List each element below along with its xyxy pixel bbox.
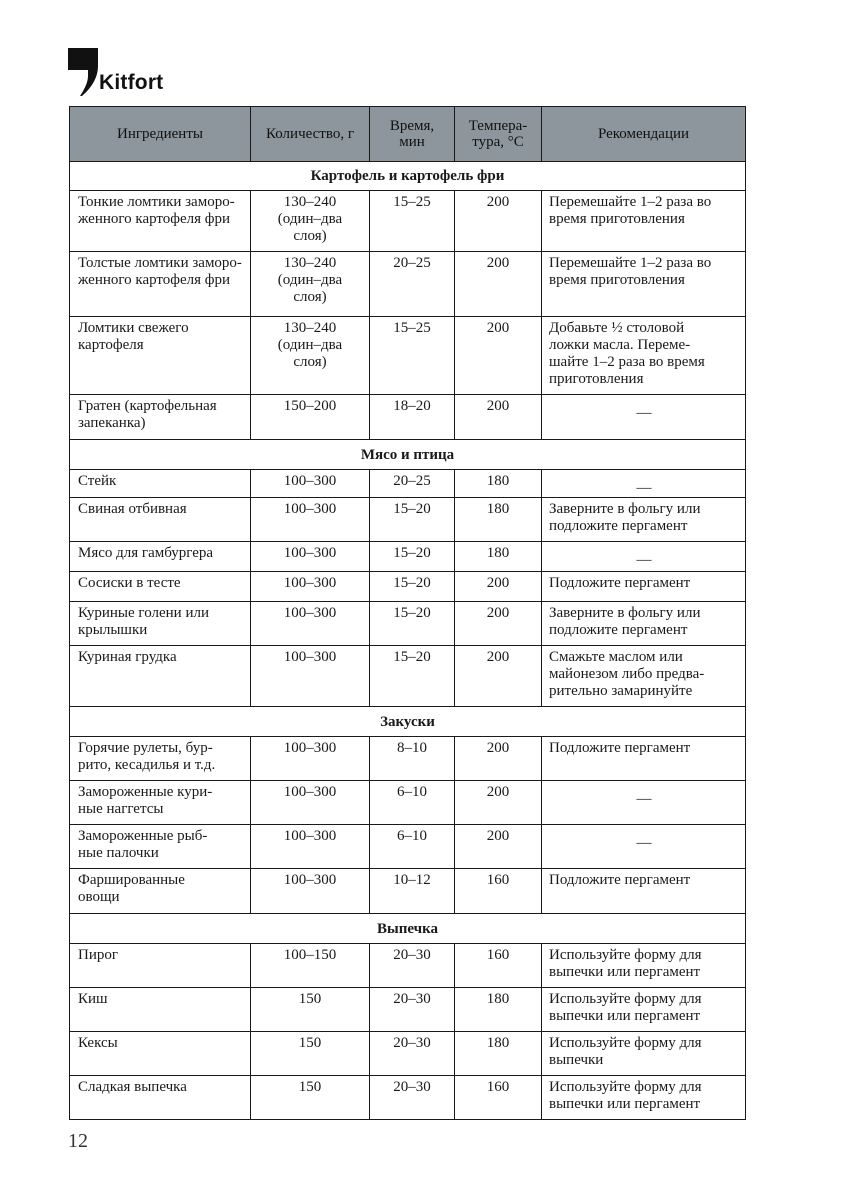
cell-amount-text: 130–240 (один–два слоя) xyxy=(277,255,343,305)
cell-ingredient-text: Киш xyxy=(78,991,108,1007)
cell-recommendation xyxy=(542,572,746,602)
cell-recommendation xyxy=(542,602,746,646)
cell-recommendation xyxy=(542,825,746,869)
cell-temperature-text: 200 xyxy=(486,784,510,800)
cell-time-text: 8–10 xyxy=(397,740,427,756)
cell-ingredient-text: Свиная отбивная xyxy=(78,501,187,517)
cell-time xyxy=(370,781,455,825)
cell-ingredient xyxy=(70,944,251,988)
cell-recommendation-text: Подложите пергамент xyxy=(549,872,691,888)
cell-time xyxy=(370,825,455,869)
cell-time xyxy=(370,470,455,498)
cell-temperature xyxy=(455,988,542,1032)
cell-amount-text: 100–300 xyxy=(283,740,337,756)
cell-recommendation xyxy=(542,1076,746,1120)
header-recommendations: Рекомендации xyxy=(542,107,746,162)
section-title: Выпечка xyxy=(70,914,746,944)
header-amount: Количество, г xyxy=(251,107,370,162)
cell-temperature-text: 180 xyxy=(486,1035,510,1051)
cell-temperature xyxy=(455,1032,542,1076)
cell-ingredient xyxy=(70,781,251,825)
cell-temperature xyxy=(455,572,542,602)
table-row xyxy=(70,646,746,707)
cell-ingredient xyxy=(70,737,251,781)
table-row xyxy=(70,988,746,1032)
cell-amount xyxy=(251,1032,370,1076)
cell-recommendation xyxy=(542,317,746,395)
cell-amount-text: 100–300 xyxy=(283,872,337,888)
cell-amount xyxy=(251,470,370,498)
cell-ingredient-text: Толстые ломтики заморо- женного картофеля фри xyxy=(78,255,242,288)
table-row xyxy=(70,191,746,252)
cell-time xyxy=(370,191,455,252)
cell-time xyxy=(370,988,455,1032)
cell-ingredient xyxy=(70,252,251,317)
cell-time xyxy=(370,944,455,988)
cell-amount xyxy=(251,542,370,572)
table-header-row xyxy=(70,107,746,162)
cell-amount xyxy=(251,602,370,646)
cell-time-text: 15–20 xyxy=(393,575,431,591)
page-number: 12 xyxy=(68,1130,88,1152)
cell-temperature xyxy=(455,781,542,825)
cell-ingredient xyxy=(70,498,251,542)
cell-ingredient-text: Замороженные рыб- ные палочки xyxy=(78,828,208,861)
cell-ingredient xyxy=(70,869,251,914)
cell-temperature xyxy=(455,825,542,869)
cell-temperature xyxy=(455,252,542,317)
table-row xyxy=(70,395,746,440)
cell-amount xyxy=(251,737,370,781)
cell-ingredient xyxy=(70,470,251,498)
cell-ingredient-text: Куриные голени или крылышки xyxy=(78,605,209,638)
cell-amount xyxy=(251,317,370,395)
cell-temperature-text: 200 xyxy=(486,828,510,844)
kitfort-logo-icon xyxy=(68,48,98,96)
cell-time-text: 15–20 xyxy=(393,501,431,517)
cell-amount-text: 100–300 xyxy=(283,649,337,665)
table-row xyxy=(70,1032,746,1076)
cell-time-text: 15–20 xyxy=(393,605,431,621)
cell-time xyxy=(370,869,455,914)
cell-recommendation-text: — xyxy=(636,405,652,421)
cell-amount-text: 150 xyxy=(298,1035,322,1051)
section-title: Закуски xyxy=(70,707,746,737)
cell-temperature-text: 200 xyxy=(486,605,510,621)
cell-amount-text: 130–240 (один–два слоя) xyxy=(277,194,343,244)
cell-temperature-text: 160 xyxy=(486,947,510,963)
header-temperature: Темпера- тура, °С xyxy=(455,107,542,162)
cell-recommendation-text: Добавьте ½ столовой ложки масла. Переме- шайте 1–2 раза во время приготовления xyxy=(549,320,705,387)
cell-temperature xyxy=(455,317,542,395)
cell-time xyxy=(370,542,455,572)
cell-amount xyxy=(251,988,370,1032)
cell-recommendation xyxy=(542,191,746,252)
cell-ingredient xyxy=(70,191,251,252)
cell-ingredient xyxy=(70,988,251,1032)
cell-temperature xyxy=(455,737,542,781)
cell-time xyxy=(370,602,455,646)
cell-recommendation-text: Используйте форму для выпечки или пергамент xyxy=(549,947,702,980)
cell-ingredient xyxy=(70,602,251,646)
cell-amount-text: 100–300 xyxy=(283,605,337,621)
table-row xyxy=(70,737,746,781)
cell-temperature-text: 200 xyxy=(486,320,510,336)
cell-ingredient-text: Стейк xyxy=(78,473,117,489)
cell-time xyxy=(370,252,455,317)
section-title: Картофель и картофель фри xyxy=(70,162,746,191)
table-row xyxy=(70,944,746,988)
cell-recommendation xyxy=(542,395,746,440)
cell-time-text: 20–30 xyxy=(393,1079,431,1095)
cell-ingredient-text: Кексы xyxy=(78,1035,118,1051)
cell-amount-text: 150 xyxy=(298,1079,322,1095)
header-ingredients: Ингредиенты xyxy=(70,107,251,162)
cell-time-text: 18–20 xyxy=(393,398,431,414)
cell-amount xyxy=(251,395,370,440)
section-row xyxy=(70,162,746,191)
brand-name: Kitfort xyxy=(99,71,164,94)
cell-recommendation xyxy=(542,869,746,914)
cell-amount-text: 100–300 xyxy=(283,575,337,591)
table-row xyxy=(70,1076,746,1120)
brand-logo xyxy=(68,46,163,96)
cell-ingredient xyxy=(70,1032,251,1076)
cell-time xyxy=(370,737,455,781)
cell-time-text: 15–25 xyxy=(393,320,431,336)
cell-time xyxy=(370,1076,455,1120)
cell-temperature xyxy=(455,944,542,988)
cell-temperature xyxy=(455,869,542,914)
cell-temperature xyxy=(455,470,542,498)
cell-ingredient-text: Гратен (картофельная запеканка) xyxy=(78,398,217,431)
cell-ingredient-text: Пирог xyxy=(78,947,119,963)
cell-time-text: 20–25 xyxy=(393,255,431,271)
cell-amount xyxy=(251,252,370,317)
cell-recommendation-text: — xyxy=(636,480,652,496)
cell-ingredient-text: Куриная грудка xyxy=(78,649,177,665)
cell-recommendation xyxy=(542,737,746,781)
cell-temperature xyxy=(455,602,542,646)
cell-time xyxy=(370,395,455,440)
cell-ingredient-text: Сосиски в тесте xyxy=(78,575,181,591)
cell-ingredient xyxy=(70,542,251,572)
cell-recommendation-text: Используйте форму для выпечки xyxy=(549,1035,702,1068)
cell-recommendation xyxy=(542,470,746,498)
cell-amount xyxy=(251,646,370,707)
cell-recommendation-text: Используйте форму для выпечки или пергамент xyxy=(549,991,702,1024)
cell-ingredient-text: Фаршированные овощи xyxy=(78,872,185,905)
cell-ingredient-text: Замороженные кури- ные наггетсы xyxy=(78,784,213,817)
section-row xyxy=(70,914,746,944)
cell-temperature-text: 200 xyxy=(486,740,510,756)
cell-time-text: 20–25 xyxy=(393,473,431,489)
cell-time xyxy=(370,1032,455,1076)
cell-temperature-text: 160 xyxy=(486,872,510,888)
table-row xyxy=(70,572,746,602)
cell-recommendation xyxy=(542,646,746,707)
cell-ingredient xyxy=(70,317,251,395)
cell-ingredient-text: Тонкие ломтики заморо- женного картофеля фри xyxy=(78,194,235,227)
cell-recommendation-text: Смажьте маслом или майонезом либо предва- рительно замаринуйте xyxy=(549,649,705,699)
cell-time xyxy=(370,572,455,602)
cell-amount-text: 130–240 (один–два слоя) xyxy=(277,320,343,370)
cell-time xyxy=(370,498,455,542)
section-row xyxy=(70,440,746,470)
table-row xyxy=(70,470,746,498)
cell-ingredient xyxy=(70,1076,251,1120)
cell-temperature-text: 200 xyxy=(486,649,510,665)
cell-time-text: 15–20 xyxy=(393,649,431,665)
cell-ingredient xyxy=(70,646,251,707)
cell-temperature-text: 200 xyxy=(486,255,510,271)
cell-recommendation xyxy=(542,542,746,572)
table-row xyxy=(70,252,746,317)
table-row xyxy=(70,825,746,869)
cell-amount-text: 150–200 xyxy=(283,398,337,414)
cell-amount xyxy=(251,869,370,914)
cell-amount xyxy=(251,1076,370,1120)
cell-recommendation-text: — xyxy=(636,835,652,851)
cell-recommendation xyxy=(542,1032,746,1076)
cell-temperature xyxy=(455,646,542,707)
cell-temperature xyxy=(455,542,542,572)
cooking-table xyxy=(69,106,746,1120)
cell-temperature xyxy=(455,191,542,252)
cell-temperature xyxy=(455,498,542,542)
cell-time-text: 6–10 xyxy=(397,828,427,844)
cell-ingredient xyxy=(70,572,251,602)
cell-time-text: 10–12 xyxy=(393,872,431,888)
cell-amount xyxy=(251,825,370,869)
cell-ingredient xyxy=(70,395,251,440)
cell-recommendation-text: Заверните в фольгу или подложите пергамент xyxy=(549,501,701,534)
cell-recommendation-text: Перемешайте 1–2 раза во время приготовления xyxy=(549,255,712,288)
table-row xyxy=(70,602,746,646)
cell-temperature-text: 180 xyxy=(486,991,510,1007)
section-row xyxy=(70,707,746,737)
cell-temperature-text: 180 xyxy=(486,473,510,489)
cell-recommendation-text: Подложите пергамент xyxy=(549,575,691,591)
table-row xyxy=(70,317,746,395)
cell-recommendation-text: Заверните в фольгу или подложите пергамент xyxy=(549,605,701,638)
cell-ingredient-text: Горячие рулеты, бур- рито, кесадилья и т.д. xyxy=(78,740,216,773)
cell-amount xyxy=(251,781,370,825)
cell-temperature xyxy=(455,395,542,440)
cell-time-text: 15–25 xyxy=(393,194,431,210)
cell-amount-text: 150 xyxy=(298,991,322,1007)
table-row xyxy=(70,869,746,914)
cell-amount xyxy=(251,498,370,542)
cell-time-text: 15–20 xyxy=(393,545,431,561)
header-time: Время, мин xyxy=(370,107,455,162)
table-row xyxy=(70,498,746,542)
cell-recommendation-text: Подложите пергамент xyxy=(549,740,691,756)
table-row xyxy=(70,542,746,572)
cell-amount xyxy=(251,944,370,988)
cell-ingredient-text: Мясо для гамбургера xyxy=(78,545,214,561)
cell-time-text: 6–10 xyxy=(397,784,427,800)
cell-temperature-text: 200 xyxy=(486,194,510,210)
cell-time xyxy=(370,646,455,707)
cell-ingredient-text: Ломтики свежего картофеля xyxy=(78,320,189,353)
cell-ingredient xyxy=(70,825,251,869)
cell-temperature-text: 180 xyxy=(486,501,510,517)
cell-recommendation-text: Используйте форму для выпечки или пергамент xyxy=(549,1079,702,1112)
cell-amount xyxy=(251,572,370,602)
cell-amount-text: 100–300 xyxy=(283,501,337,517)
table-row xyxy=(70,781,746,825)
cell-recommendation xyxy=(542,781,746,825)
cell-amount xyxy=(251,191,370,252)
cell-recommendation-text: — xyxy=(636,552,652,568)
cell-amount-text: 100–300 xyxy=(283,828,337,844)
cell-recommendation xyxy=(542,498,746,542)
cell-temperature-text: 200 xyxy=(486,575,510,591)
cell-recommendation-text: — xyxy=(636,791,652,807)
cell-time xyxy=(370,317,455,395)
cell-temperature-text: 180 xyxy=(486,545,510,561)
cell-temperature-text: 160 xyxy=(486,1079,510,1095)
cell-time-text: 20–30 xyxy=(393,1035,431,1051)
cell-amount-text: 100–150 xyxy=(283,947,337,963)
cell-recommendation xyxy=(542,988,746,1032)
cell-amount-text: 100–300 xyxy=(283,545,337,561)
cell-recommendation-text: Перемешайте 1–2 раза во время приготовления xyxy=(549,194,712,227)
section-title: Мясо и птица xyxy=(70,440,746,470)
cell-recommendation xyxy=(542,252,746,317)
cell-temperature xyxy=(455,1076,542,1120)
cell-temperature-text: 200 xyxy=(486,398,510,414)
cell-ingredient-text: Сладкая выпечка xyxy=(78,1079,187,1095)
cell-recommendation xyxy=(542,944,746,988)
cell-time-text: 20–30 xyxy=(393,947,431,963)
cell-time-text: 20–30 xyxy=(393,991,431,1007)
cell-amount-text: 100–300 xyxy=(283,784,337,800)
cell-amount-text: 100–300 xyxy=(283,473,337,489)
